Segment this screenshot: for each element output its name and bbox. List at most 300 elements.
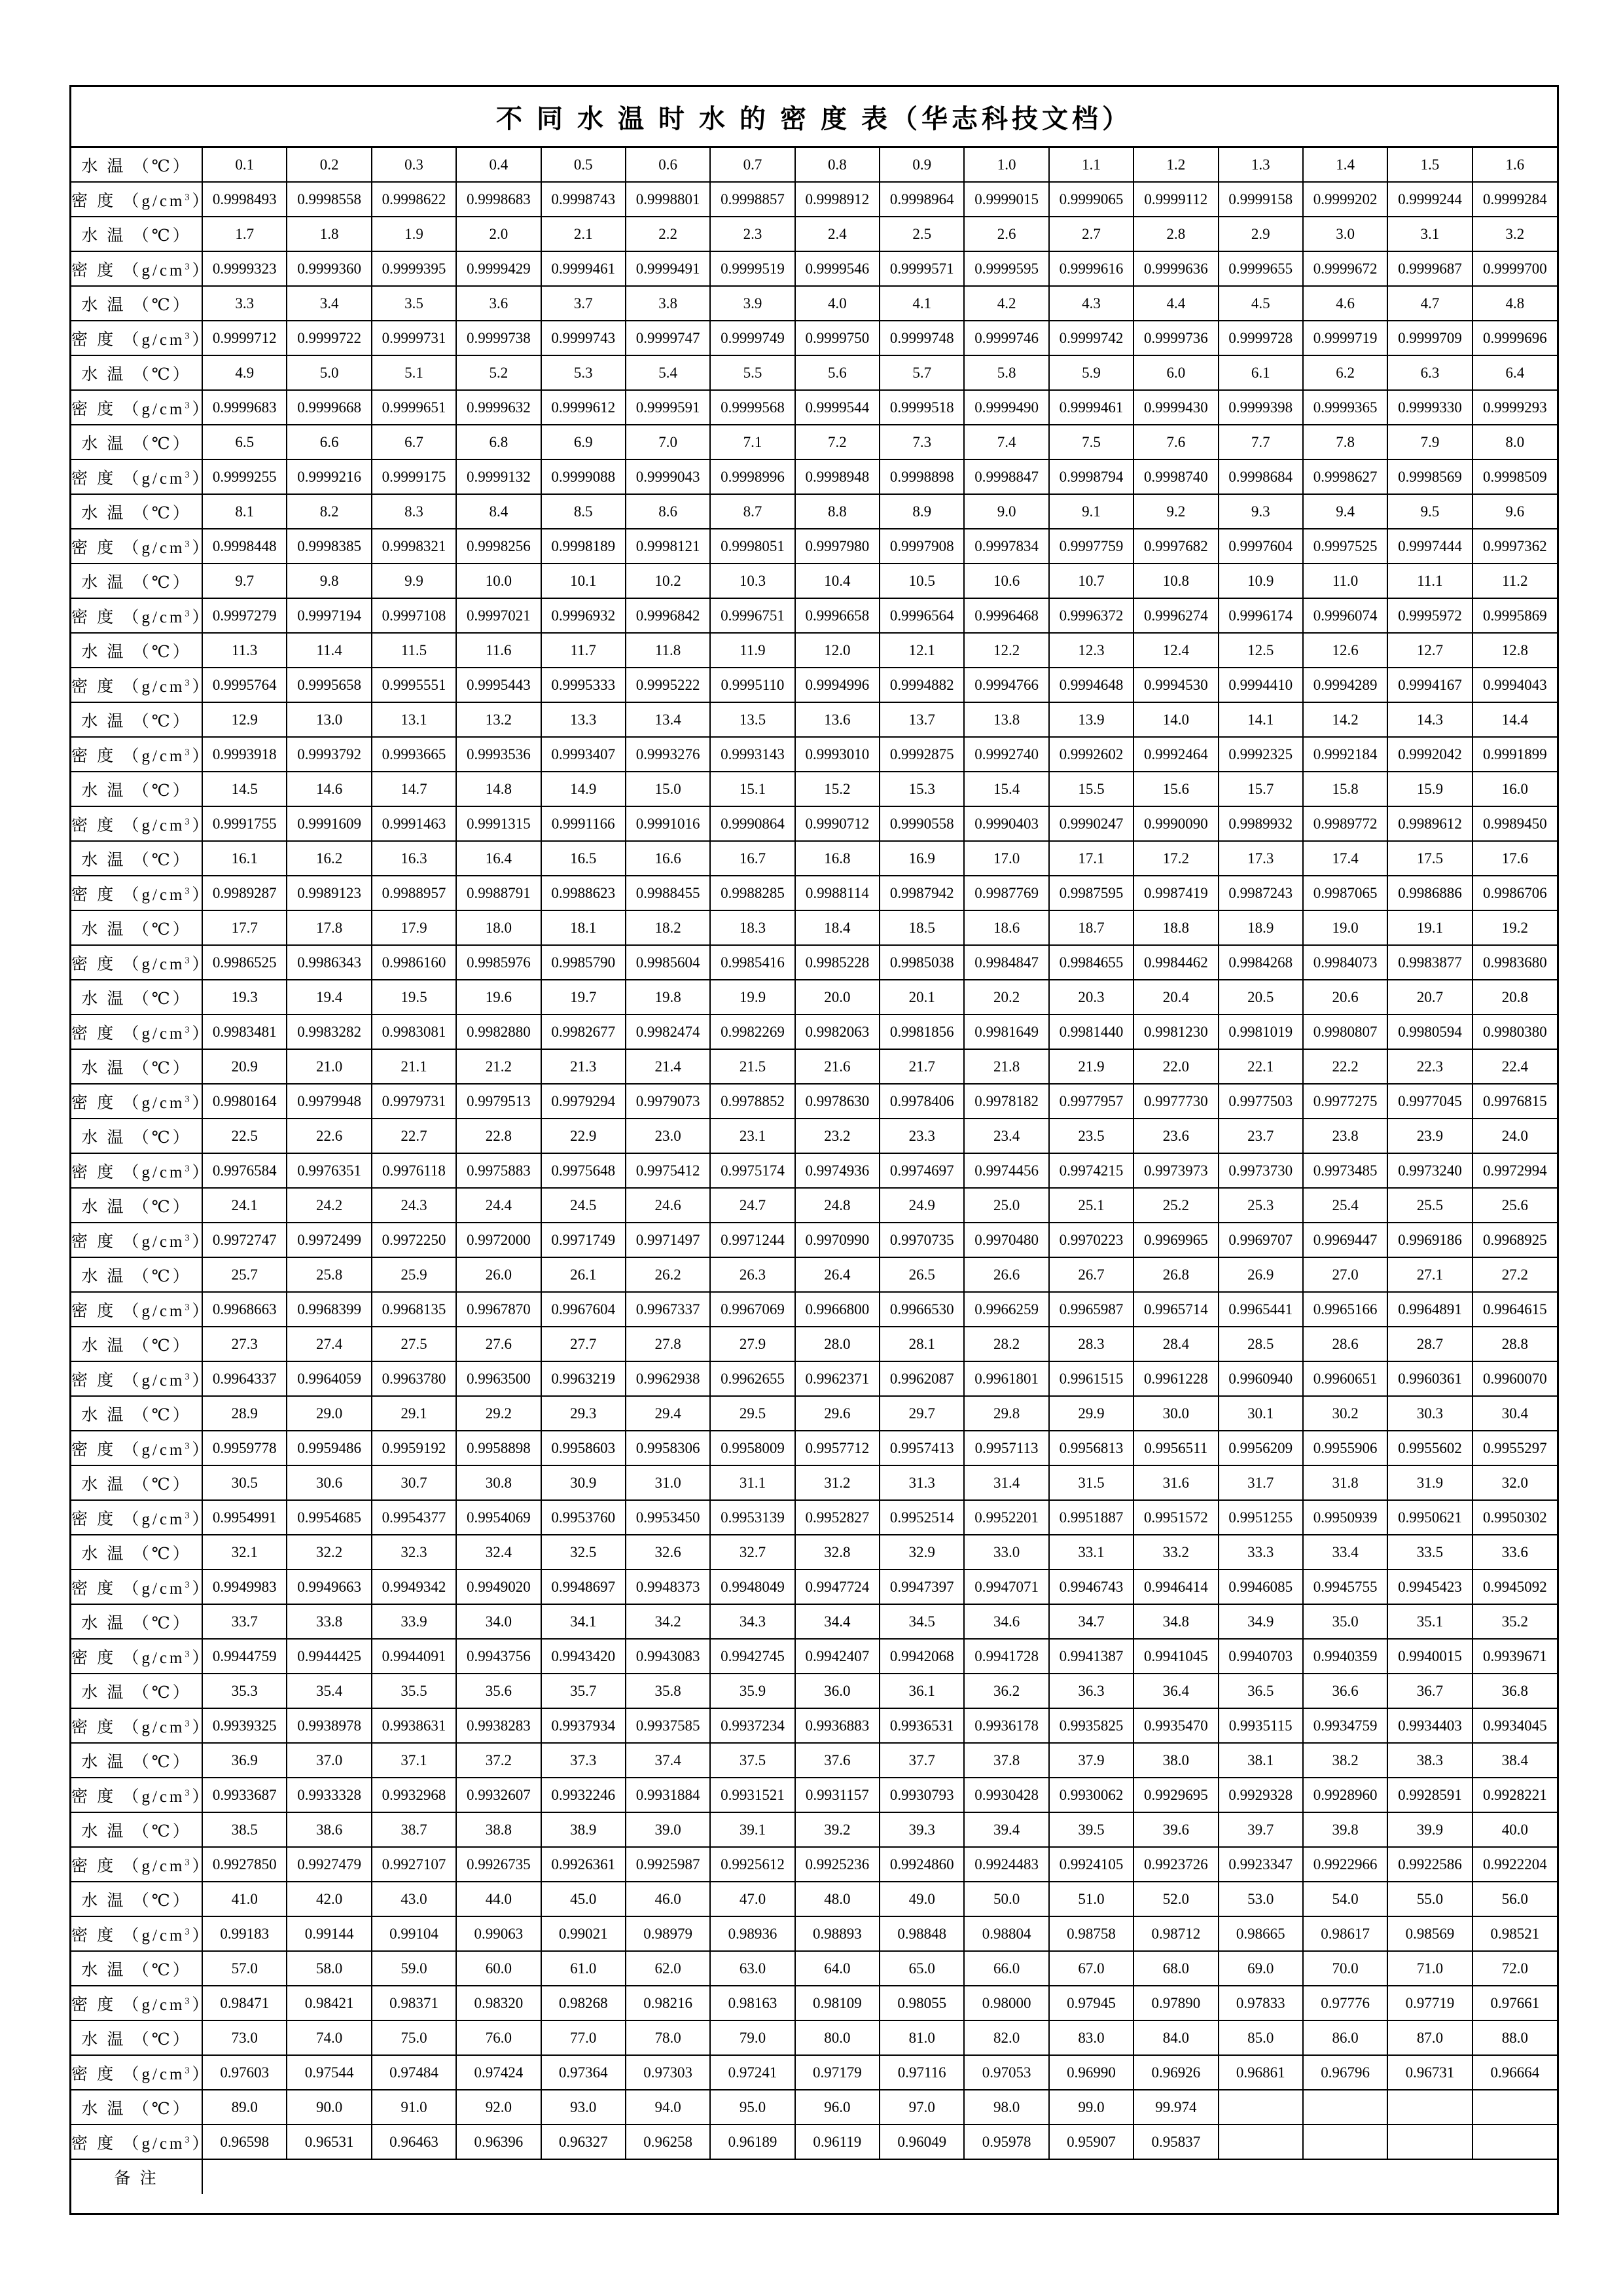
temperature-cell: 4.5 [1219,286,1303,321]
temperature-cell: 22.6 [287,1119,371,1153]
density-cell: 0.9983877 [1387,945,1472,980]
density-cell: 0.9936178 [964,1708,1048,1743]
temperature-cell: 75.0 [372,2020,456,2055]
density-cell: 0.9993792 [287,737,371,772]
density-label-exponent: 3 [185,1511,192,1521]
density-cell: 0.9939325 [202,1708,287,1743]
temperature-cell: 24.7 [710,1188,794,1223]
temperature-cell: 23.0 [626,1119,710,1153]
density-cell: 0.9962087 [880,1361,964,1396]
temperature-cell: 13.5 [710,702,794,737]
temperature-cell: 90.0 [287,2090,371,2125]
density-cell: 0.9998189 [541,529,626,564]
density-cell: 0.9938283 [456,1708,541,1743]
density-cell: 0.9986525 [202,945,287,980]
density-cell: 0.9999743 [541,321,626,355]
temperature-cell: 26.0 [456,1257,541,1292]
density-cell: 0.9978182 [964,1084,1048,1119]
density-cell: 0.9998558 [287,182,371,217]
density-cell: 0.9962655 [710,1361,794,1396]
density-cell: 0.9985228 [795,945,880,980]
temperature-cell: 80.0 [795,2020,880,2055]
density-label-prefix: 密 度 （g/cm [71,1787,185,1806]
density-cell: 0.9999571 [880,251,964,286]
density-label-suffix: ） [192,955,211,973]
temperature-label: 水 温 （℃） [71,1674,202,1708]
density-cell: 0.9933687 [202,1778,287,1812]
density-label-exponent: 3 [185,1164,192,1174]
temperature-cell: 22.0 [1133,1049,1218,1084]
temperature-cell: 22.5 [202,1119,287,1153]
density-cell: 0.9969965 [1133,1223,1218,1257]
temperature-cell: 28.6 [1303,1327,1387,1361]
density-cell: 0.9999546 [795,251,880,286]
density-cell: 0.9948697 [541,1570,626,1604]
density-cell: 0.9970480 [964,1223,1048,1257]
density-label [71,668,211,702]
temperature-cell: 22.9 [541,1119,626,1153]
temperature-cell: 37.8 [964,1743,1048,1778]
density-cell: 0.9979948 [287,1084,371,1119]
temperature-cell: 4.2 [964,286,1048,321]
density-cell: 0.9931157 [795,1778,880,1812]
temperature-cell: 2.7 [1049,217,1133,251]
temperature-label: 水 温 （℃） [71,1882,202,1916]
temperature-cell: 31.7 [1219,1465,1303,1500]
density-cell: 0.9942068 [880,1639,964,1674]
density-cell: 0.9967337 [626,1292,710,1327]
density-cell: 0.9997908 [880,529,964,564]
temperature-cell: 3.1 [1387,217,1472,251]
temperature-cell: 21.5 [710,1049,794,1084]
temperature-cell: 5.4 [626,355,710,390]
temperature-cell: 29.7 [880,1396,964,1431]
density-cell: 0.9927850 [202,1847,287,1882]
density-cell: 0.9982880 [456,1014,541,1049]
density-cell: 0.97424 [456,2055,541,2090]
density-cell: 0.9999632 [456,390,541,425]
temperature-cell: 98.0 [964,2090,1048,2125]
temperature-cell: 4.7 [1387,286,1472,321]
temperature-cell: 12.7 [1387,633,1472,668]
density-label-suffix: ） [192,469,211,488]
temperature-cell: 15.2 [795,772,880,806]
density-cell: 0.9999747 [626,321,710,355]
density-cell: 0.99063 [456,1916,541,1951]
density-label [71,1847,211,1882]
temperature-cell: 8.1 [202,494,287,529]
density-cell: 0.97544 [287,2055,371,2090]
temperature-cell: 92.0 [456,2090,541,2125]
density-cell: 0.9990090 [1133,806,1218,841]
temperature-label: 水 温 （℃） [71,564,202,598]
density-cell: 0.9991899 [1472,737,1557,772]
density-cell: 0.9996372 [1049,598,1133,633]
temperature-cell: 91.0 [372,2090,456,2125]
density-cell: 0.9947071 [964,1570,1048,1604]
density-cell: 0.9996468 [964,598,1048,633]
temperature-cell: 29.9 [1049,1396,1133,1431]
temperature-cell: 3.2 [1472,217,1557,251]
density-cell: 0.9965166 [1303,1292,1387,1327]
temperature-cell: 29.6 [795,1396,880,1431]
density-row [71,1431,1557,1465]
density-cell: 0.9998996 [710,459,794,494]
temperature-cell: 8.4 [456,494,541,529]
density-cell: 0.9971497 [626,1223,710,1257]
temperature-cell: 17.4 [1303,841,1387,876]
density-cell: 0.9984655 [1049,945,1133,980]
temperature-label: 水 温 （℃） [71,772,202,806]
density-cell: 0.9938978 [287,1708,371,1743]
density-cell: 0.9999651 [372,390,456,425]
density-cell: 0.9991016 [626,806,710,841]
temperature-cell [1472,2090,1557,2125]
temperature-cell: 42.0 [287,1882,371,1916]
density-label-exponent: 3 [185,470,192,480]
density-cell: 0.9936883 [795,1708,880,1743]
temperature-cell: 17.3 [1219,841,1303,876]
temperature-cell: 16.6 [626,841,710,876]
temperature-cell: 39.6 [1133,1812,1218,1847]
temperature-cell: 74.0 [287,2020,371,2055]
temperature-cell: 0.9 [880,148,964,182]
temperature-cell: 3.5 [372,286,456,321]
temperature-cell: 5.8 [964,355,1048,390]
density-cell: 0.9962938 [626,1361,710,1396]
density-cell: 0.9968925 [1472,1223,1557,1257]
density-cell: 0.9998256 [456,529,541,564]
density-cell: 0.9988623 [541,876,626,910]
density-row [71,806,1557,841]
temperature-cell: 22.4 [1472,1049,1557,1084]
density-cell: 0.9933328 [287,1778,371,1812]
density-cell: 0.9999712 [202,321,287,355]
temperature-cell: 7.7 [1219,425,1303,459]
temperature-cell: 1.7 [202,217,287,251]
temperature-cell: 27.5 [372,1327,456,1361]
density-cell: 0.9972000 [456,1223,541,1257]
temperature-cell: 60.0 [456,1951,541,1986]
temperature-cell: 22.1 [1219,1049,1303,1084]
temperature-cell: 10.0 [456,564,541,598]
temperature-cell: 2.8 [1133,217,1218,251]
temperature-row [71,1743,1557,1778]
density-cell: 0.97303 [626,2055,710,2090]
temperature-cell: 23.8 [1303,1119,1387,1153]
density-cell: 0.9958898 [456,1431,541,1465]
temperature-cell: 27.0 [1303,1257,1387,1292]
density-cell: 0.9989772 [1303,806,1387,841]
temperature-cell: 23.3 [880,1119,964,1153]
density-cell: 0.9934403 [1387,1708,1472,1743]
density-label [71,1916,211,1951]
temperature-cell: 99.974 [1133,2090,1218,2125]
temperature-cell: 7.0 [626,425,710,459]
density-cell: 0.9960361 [1387,1361,1472,1396]
temperature-cell: 65.0 [880,1951,964,1986]
temperature-cell: 18.5 [880,910,964,945]
density-cell: 0.9987243 [1219,876,1303,910]
density-label-suffix: ） [192,1857,211,1875]
temperature-cell: 84.0 [1133,2020,1218,2055]
temperature-cell: 49.0 [880,1882,964,1916]
temperature-cell: 4.9 [202,355,287,390]
density-cell: 0.9988791 [456,876,541,910]
density-cell: 0.9999544 [795,390,880,425]
temperature-cell: 61.0 [541,1951,626,1986]
density-cell: 0.9975412 [626,1153,710,1188]
density-cell: 0.9937234 [710,1708,794,1743]
temperature-cell: 0.5 [541,148,626,182]
density-cell: 0.9998684 [1219,459,1303,494]
temperature-cell: 38.3 [1387,1743,1472,1778]
temperature-cell: 2.6 [964,217,1048,251]
density-label [71,945,211,980]
temperature-label: 水 温 （℃） [71,1743,202,1778]
temperature-cell: 28.8 [1472,1327,1557,1361]
density-cell: 0.9956209 [1219,1431,1303,1465]
density-cell: 0.9987419 [1133,876,1218,910]
density-cell: 0.9949983 [202,1570,287,1604]
density-cell: 0.9999490 [964,390,1048,425]
temperature-cell: 34.8 [1133,1604,1218,1639]
density-cell: 0.9930062 [1049,1778,1133,1812]
temperature-cell: 13.9 [1049,702,1133,737]
temperature-row [71,702,1557,737]
density-cell: 0.9996174 [1219,598,1303,633]
density-cell: 0.9981230 [1133,1014,1218,1049]
density-label-suffix: ） [192,1996,211,2014]
density-cell: 0.9999742 [1049,321,1133,355]
density-cell: 0.9969186 [1387,1223,1472,1257]
temperature-cell: 37.7 [880,1743,964,1778]
density-cell: 0.98848 [880,1916,964,1951]
density-row [71,1847,1557,1882]
temperature-cell: 4.4 [1133,286,1218,321]
temperature-cell: 11.4 [287,633,371,668]
density-cell: 0.9940703 [1219,1639,1303,1674]
temperature-row [71,286,1557,321]
density-cell: 0.9978406 [880,1084,964,1119]
temperature-cell: 37.1 [372,1743,456,1778]
temperature-cell: 7.3 [880,425,964,459]
density-cell: 0.9999700 [1472,251,1557,286]
temperature-label: 水 温 （℃） [71,841,202,876]
temperature-cell: 18.2 [626,910,710,945]
temperature-row [71,1396,1557,1431]
temperature-cell: 29.5 [710,1396,794,1431]
temperature-label: 水 温 （℃） [71,1049,202,1084]
temperature-cell: 28.7 [1387,1327,1472,1361]
temperature-cell: 36.0 [795,1674,880,1708]
temperature-cell [1219,2090,1303,2125]
density-cell: 0.98421 [287,1986,371,2020]
density-cell: 0.9941728 [964,1639,1048,1674]
density-cell: 0.97364 [541,2055,626,2090]
temperature-cell: 31.5 [1049,1465,1133,1500]
temperature-cell: 48.0 [795,1882,880,1916]
density-label-exponent: 3 [185,262,192,272]
temperature-cell: 10.8 [1133,564,1218,598]
temperature-cell: 33.7 [202,1604,287,1639]
temperature-cell: 16.8 [795,841,880,876]
density-cell: 0.9972994 [1472,1153,1557,1188]
temperature-cell: 34.5 [880,1604,964,1639]
density-cell: 0.9994996 [795,668,880,702]
density-cell: 0.9987065 [1303,876,1387,910]
notes-value [202,2159,1557,2194]
density-row [71,1500,1557,1535]
temperature-cell: 25.9 [372,1257,456,1292]
density-cell: 0.9929328 [1219,1778,1303,1812]
density-cell: 0.9973240 [1387,1153,1472,1188]
density-cell: 0.9999736 [1133,321,1218,355]
temperature-cell: 10.3 [710,564,794,598]
temperature-cell: 26.6 [964,1257,1048,1292]
density-cell: 0.96598 [202,2125,287,2159]
density-cell: 0.9997759 [1049,529,1133,564]
density-cell: 0.9991609 [287,806,371,841]
density-cell: 0.9999728 [1219,321,1303,355]
temperature-cell: 28.4 [1133,1327,1218,1361]
density-label [71,1778,211,1812]
temperature-cell: 7.4 [964,425,1048,459]
density-label-suffix: ） [192,192,211,210]
density-cell: 0.9946414 [1133,1570,1218,1604]
density-table [71,148,1557,2194]
temperature-cell: 35.6 [456,1674,541,1708]
temperature-cell: 18.8 [1133,910,1218,945]
density-cell [1303,2125,1387,2159]
temperature-cell: 39.1 [710,1812,794,1847]
temperature-cell: 20.7 [1387,980,1472,1014]
density-cell: 0.98000 [964,1986,1048,2020]
temperature-cell: 32.6 [626,1535,710,1570]
temperature-row [71,1049,1557,1084]
temperature-cell: 12.0 [795,633,880,668]
temperature-row [71,1951,1557,1986]
density-cell: 0.9988957 [372,876,456,910]
density-cell: 0.9995110 [710,668,794,702]
density-cell: 0.9961801 [964,1361,1048,1396]
density-cell: 0.9983282 [287,1014,371,1049]
density-cell: 0.9994289 [1303,668,1387,702]
density-cell: 0.97833 [1219,1986,1303,2020]
density-cell: 0.9964059 [287,1361,371,1396]
temperature-cell: 33.5 [1387,1535,1472,1570]
temperature-cell: 83.0 [1049,2020,1133,2055]
density-label [71,1361,211,1396]
density-cell: 0.98936 [710,1916,794,1951]
temperature-cell: 34.4 [795,1604,880,1639]
temperature-cell: 7.6 [1133,425,1218,459]
temperature-cell: 20.6 [1303,980,1387,1014]
density-cell: 0.98163 [710,1986,794,2020]
density-cell: 0.97179 [795,2055,880,2090]
temperature-cell: 8.7 [710,494,794,529]
density-cell: 0.97890 [1133,1986,1218,2020]
density-cell: 0.9922966 [1303,1847,1387,1882]
density-row [71,1014,1557,1049]
temperature-cell: 4.0 [795,286,880,321]
temperature-cell: 32.7 [710,1535,794,1570]
temperature-row [71,1465,1557,1500]
temperature-cell: 9.3 [1219,494,1303,529]
temperature-cell: 50.0 [964,1882,1048,1916]
density-cell: 0.9998740 [1133,459,1218,494]
temperature-cell: 17.6 [1472,841,1557,876]
density-cell: 0.9972747 [202,1223,287,1257]
density-cell: 0.9974215 [1049,1153,1133,1188]
temperature-cell: 26.5 [880,1257,964,1292]
temperature-cell: 11.0 [1303,564,1387,598]
temperature-cell: 17.9 [372,910,456,945]
density-cell: 0.9999612 [541,390,626,425]
temperature-cell: 24.2 [287,1188,371,1223]
density-cell: 0.9955906 [1303,1431,1387,1465]
density-cell: 0.9999616 [1049,251,1133,286]
temperature-label: 水 温 （℃） [71,1465,202,1500]
temperature-cell: 13.6 [795,702,880,737]
density-label-prefix: 密 度 （g/cm [71,1996,185,2014]
density-label-exponent: 3 [185,1719,192,1729]
temperature-label: 水 温 （℃） [71,1951,202,1986]
density-cell: 0.9928960 [1303,1778,1387,1812]
density-label [71,390,211,425]
temperature-cell: 27.6 [456,1327,541,1361]
temperature-cell: 73.0 [202,2020,287,2055]
density-cell: 0.9997682 [1133,529,1218,564]
density-cell: 0.98712 [1133,1916,1218,1951]
temperature-cell: 13.4 [626,702,710,737]
density-cell: 0.9961515 [1049,1361,1133,1396]
temperature-cell: 39.2 [795,1812,880,1847]
temperature-cell: 23.2 [795,1119,880,1153]
density-row [71,945,1557,980]
density-cell: 0.9989450 [1472,806,1557,841]
temperature-cell: 18.6 [964,910,1048,945]
temperature-row [71,355,1557,390]
temperature-cell: 16.5 [541,841,626,876]
density-cell: 0.9951572 [1133,1500,1218,1535]
notes-label: 备 注 [71,2159,202,2194]
density-cell: 0.9997525 [1303,529,1387,564]
temperature-cell: 11.6 [456,633,541,668]
temperature-cell: 6.4 [1472,355,1557,390]
density-cell: 0.98893 [795,1916,880,1951]
density-cell: 0.9998121 [626,529,710,564]
temperature-cell: 17.7 [202,910,287,945]
density-cell: 0.9997279 [202,598,287,633]
density-label-exponent: 3 [185,401,192,411]
density-cell: 0.9994648 [1049,668,1133,702]
density-cell: 0.9991463 [372,806,456,841]
density-cell: 0.9990558 [880,806,964,841]
temperature-cell: 14.4 [1472,702,1557,737]
density-cell: 0.9966800 [795,1292,880,1327]
temperature-cell: 26.3 [710,1257,794,1292]
density-cell: 0.9988455 [626,876,710,910]
temperature-cell: 12.5 [1219,633,1303,668]
temperature-cell: 24.3 [372,1188,456,1223]
temperature-cell: 9.9 [372,564,456,598]
density-label-suffix: ） [192,2134,211,2153]
temperature-row [71,494,1557,529]
temperature-cell: 25.3 [1219,1188,1303,1223]
temperature-label: 水 温 （℃） [71,2090,202,2125]
temperature-cell: 5.0 [287,355,371,390]
